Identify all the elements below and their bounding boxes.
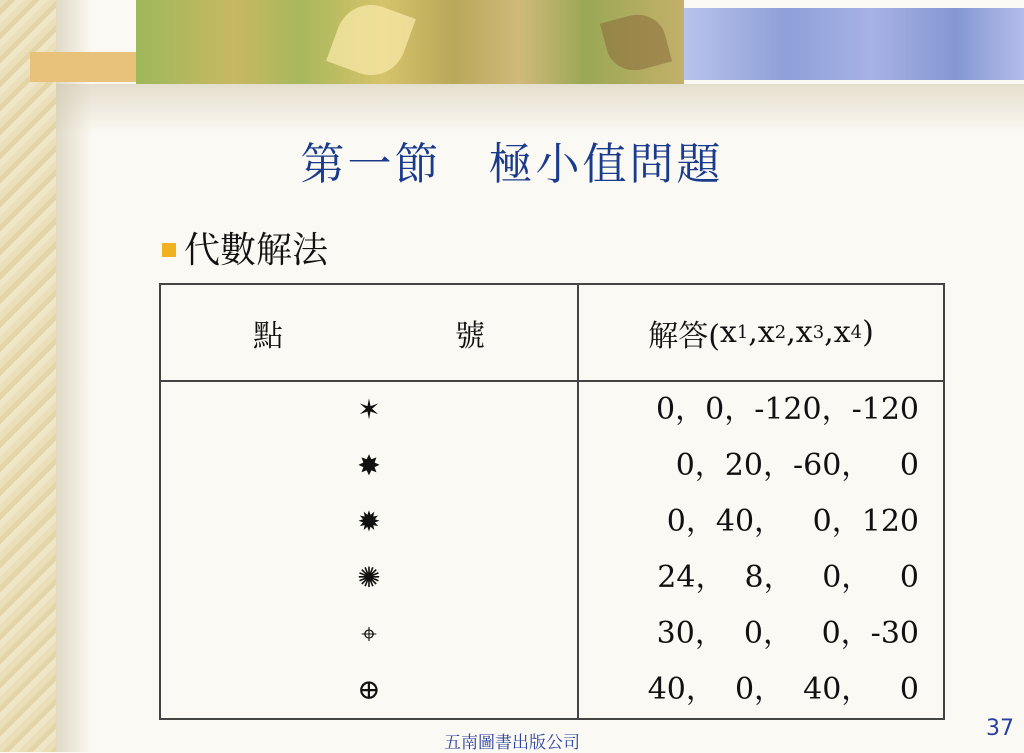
table-header-point — [161, 285, 577, 380]
table-row — [161, 606, 943, 662]
slide-title: 第一節 極小值問題 — [300, 139, 724, 190]
table-header-solution: 解答( x 1 , x 2 , x 3 , x 4 ) — [579, 285, 943, 380]
crosshair-circle-icon: ⊕ — [357, 673, 381, 706]
table-body — [161, 382, 943, 718]
bullet-text: 代數解法 — [184, 230, 329, 271]
header-solution-suffix: ) — [862, 315, 874, 350]
table-row — [161, 382, 943, 438]
page-number: 37 — [986, 716, 1014, 741]
header-point-char-1: 點 — [253, 318, 283, 354]
subscript: 4 — [850, 322, 863, 343]
decorative-left-strip — [0, 0, 56, 752]
solution-value: 0，20，-60， 0 — [675, 448, 919, 483]
footer-publisher: 五南圖書出版公司 — [444, 733, 580, 753]
decorative-top-shadow — [56, 84, 1024, 134]
table-row — [161, 550, 943, 606]
var-x: x — [795, 315, 813, 350]
solution-table — [159, 283, 945, 720]
var-x: x — [719, 315, 737, 350]
solution-value: 0，0，-120，-120 — [656, 392, 919, 427]
leaf-icon — [600, 8, 672, 77]
header-point-char-2: 號 — [455, 318, 485, 354]
solution-value: 0，40， 0，120 — [666, 504, 919, 539]
var-x: x — [757, 315, 775, 350]
solution-value: 40， 0， 40， 0 — [647, 672, 919, 707]
sixteen-point-asterisk-icon: ✺ — [357, 561, 381, 594]
bullet-item — [162, 222, 328, 273]
table-row — [161, 662, 943, 718]
eight-point-star-icon: ✸ — [357, 449, 381, 482]
solution-value: 30， 0， 0，-30 — [656, 616, 919, 651]
subscript: 1 — [736, 322, 749, 343]
leaf-icon — [326, 0, 416, 85]
decorative-banner-left — [30, 52, 150, 82]
table-row — [161, 438, 943, 494]
crosshair-square-icon: ⌖ — [361, 617, 377, 650]
square-bullet-icon — [162, 243, 176, 257]
six-point-star-icon: ✶ — [357, 393, 381, 426]
var-x: x — [833, 315, 851, 350]
subscript: 2 — [774, 322, 787, 343]
decorative-flower-banner — [684, 8, 1024, 80]
header-solution-prefix: 解答( — [648, 318, 720, 354]
decorative-leaf-banner — [136, 0, 684, 84]
table-row — [161, 494, 943, 550]
subscript: 3 — [812, 322, 825, 343]
solution-value: 24， 8， 0， 0 — [657, 560, 919, 595]
twelve-point-star-icon: ✹ — [357, 505, 381, 538]
